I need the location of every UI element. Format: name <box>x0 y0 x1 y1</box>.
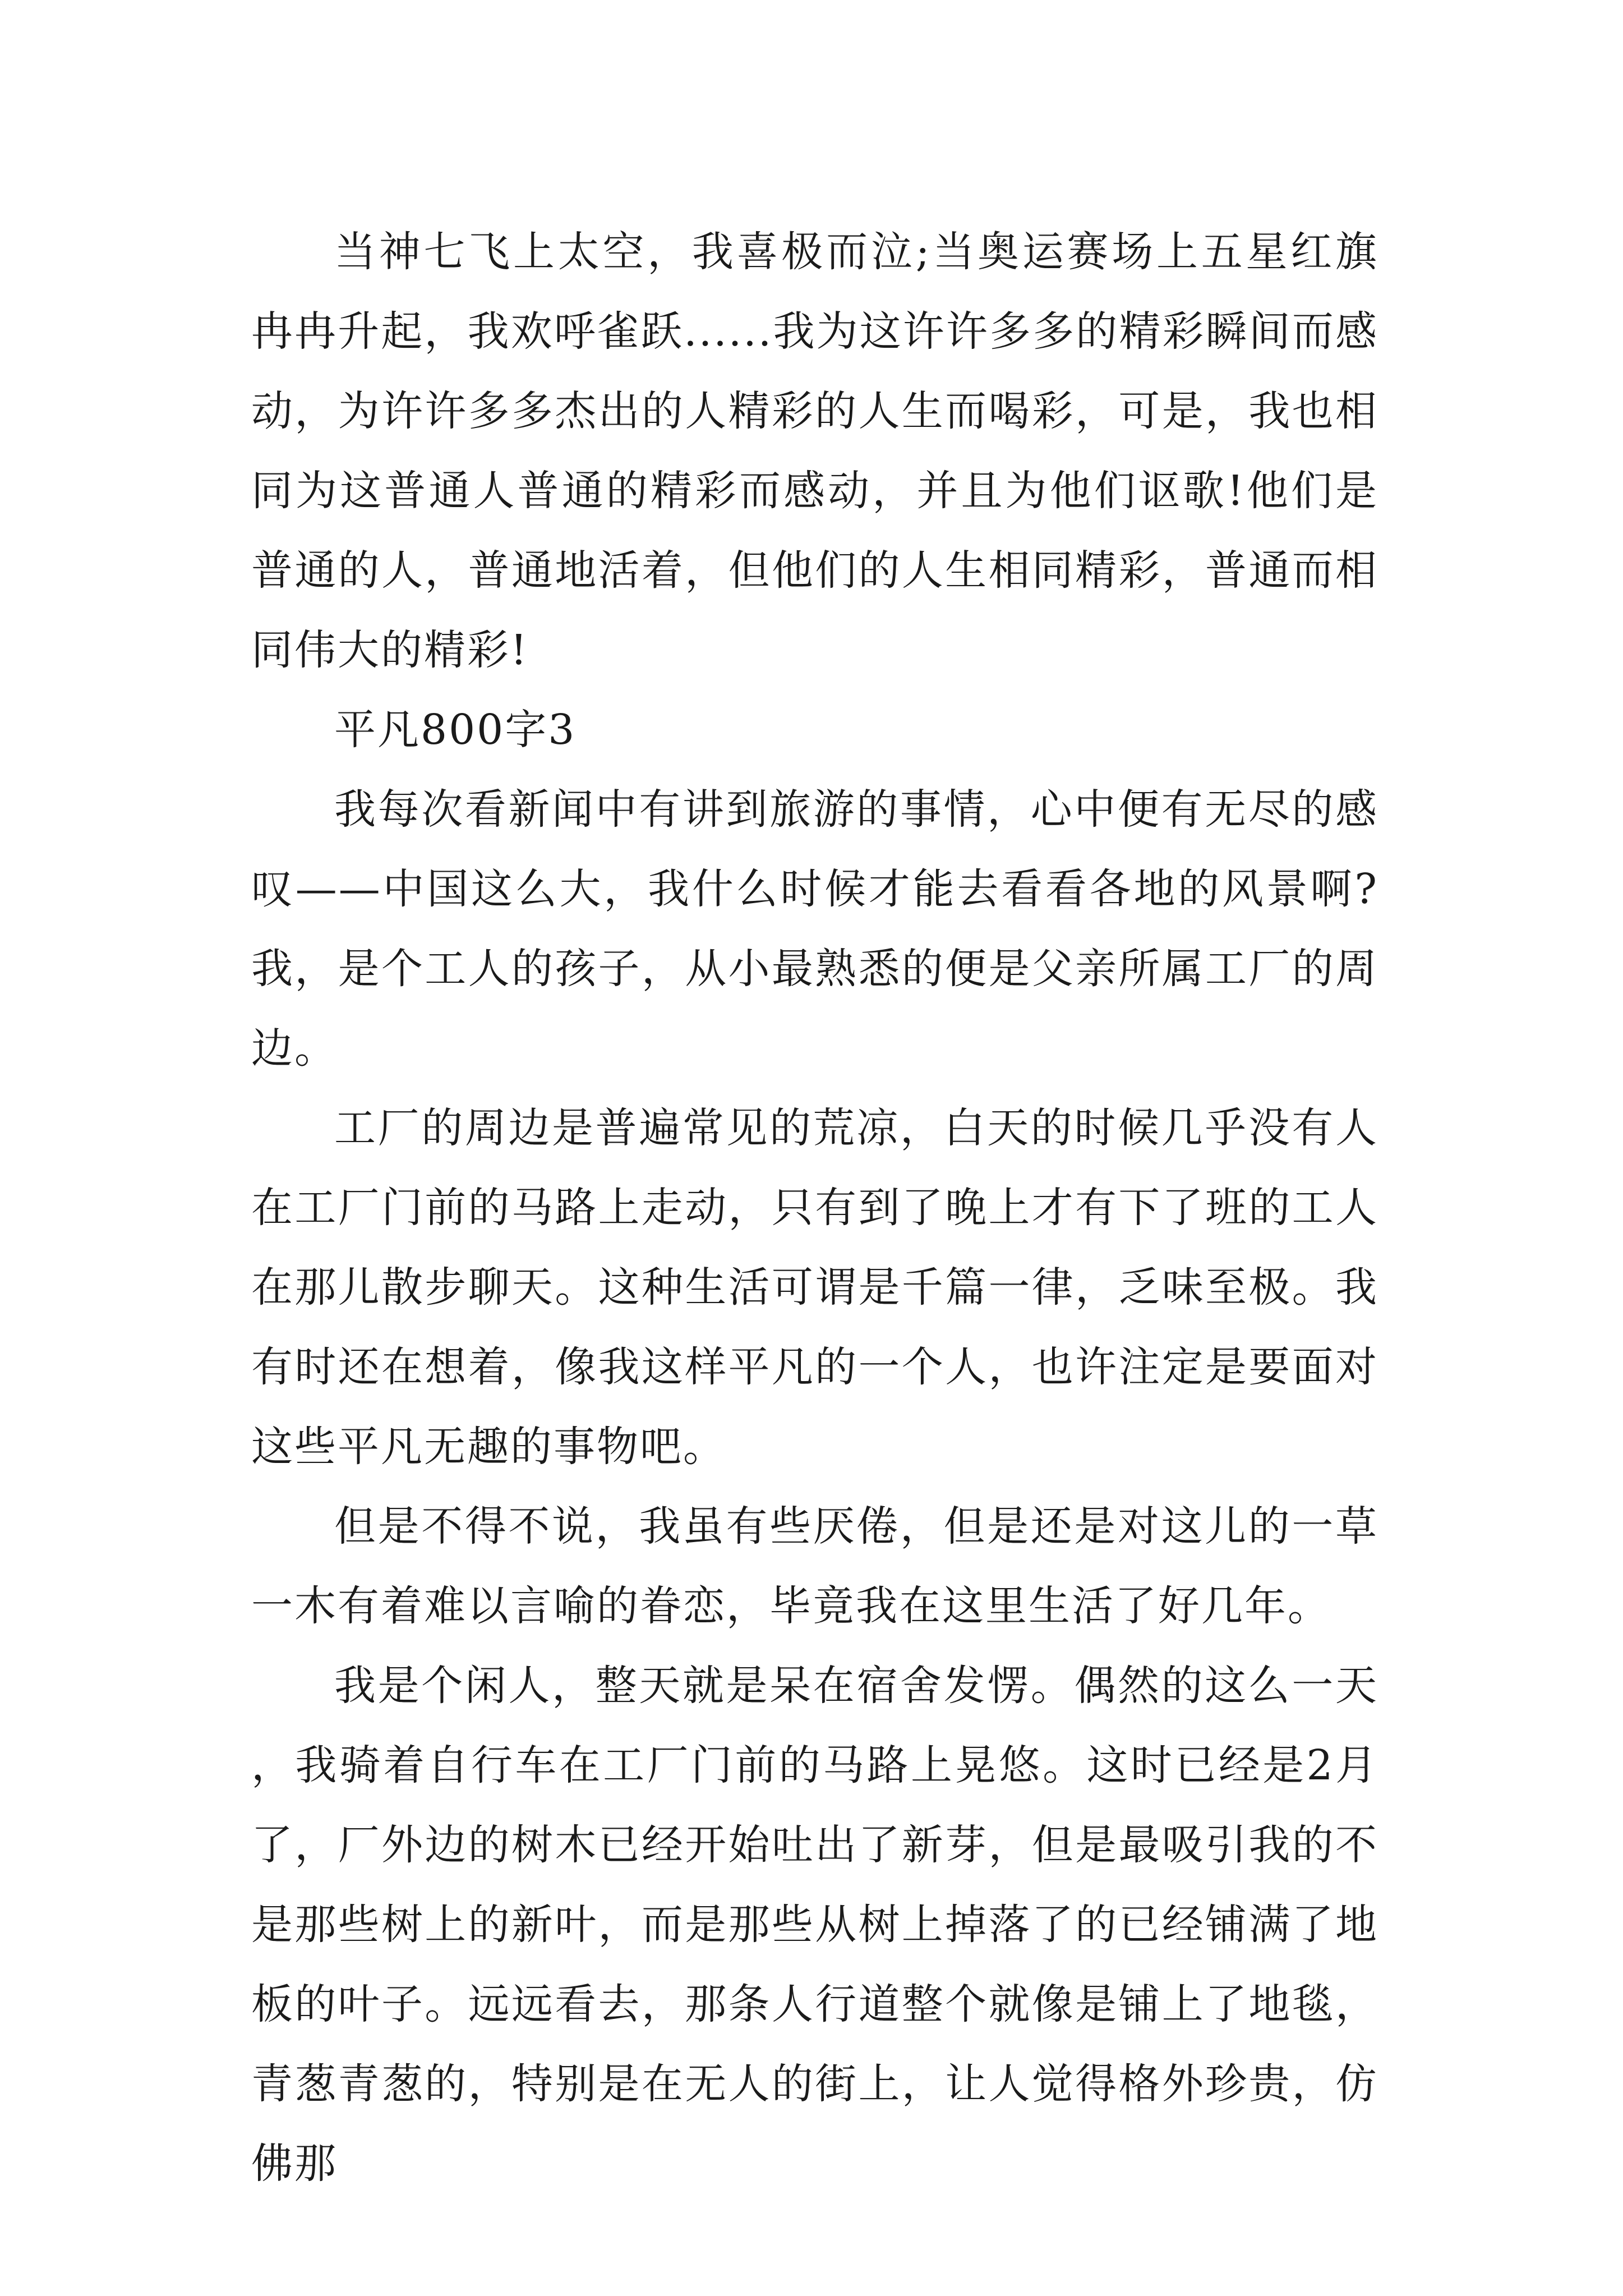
document-body <box>251 212 1378 2203</box>
paragraph-attachment: 但是不得不说，我虽有些厌倦，但是还是对这儿的一草一木有着难以言喻的眷恋，毕竟我在这里生活了好几年。 <box>251 1502 1378 1630</box>
paragraph-opening: 当神七飞上太空，我喜极而泣;当奥运赛场上五星红旗冉冉升起，我欢呼雀跃......我为这许许多多的精彩瞬间而感动，为许许多多杰出的人精彩的人生而喝彩，可是，我也相同为这普通人普通的精彩而感动，并且为他们讴歌!他们是普通的人，普通地活着，但他们的人生相同精彩，普通而相同伟大的精彩! <box>251 228 1378 674</box>
paragraph-factory: 工厂的周边是普遍常见的荒凉，白天的时候几乎没有人在工厂门前的马路上走动，只有到了晚上才有下了班的工人在那儿散步聊天。这种生活可谓是千篇一律，乏味至极。我有时还在想着，像我这样平凡的一个人，也许注定是要面对这些平凡无趣的事物吧。 <box>251 1104 1378 1471</box>
paragraph-leaves: 我是个闲人，整天就是呆在宿舍发愣。偶然的这么一天，我骑着自行车在工厂门前的马路上晃悠。这时已经是2月了，厂外边的树木已经开始吐出了新芽，但是最吸引我的不是那些树上的新叶，而是那些从树上掉落了的已经铺满了地板的叶子。远远看去，那条人行道整个就像是铺上了地毯，青葱青葱的，特别是在无人的街上，让人觉得格外珍贵，仿佛那 <box>251 1662 1378 2188</box>
section-heading: 平凡800字3 <box>334 706 577 754</box>
paragraph-travel: 我每次看新闻中有讲到旅游的事情，心中便有无尽的感叹——中国这么大，我什么时候才能去看看各地的风景啊?我，是个工人的孩子，从小最熟悉的便是父亲所属工厂的周边。 <box>251 785 1378 1073</box>
